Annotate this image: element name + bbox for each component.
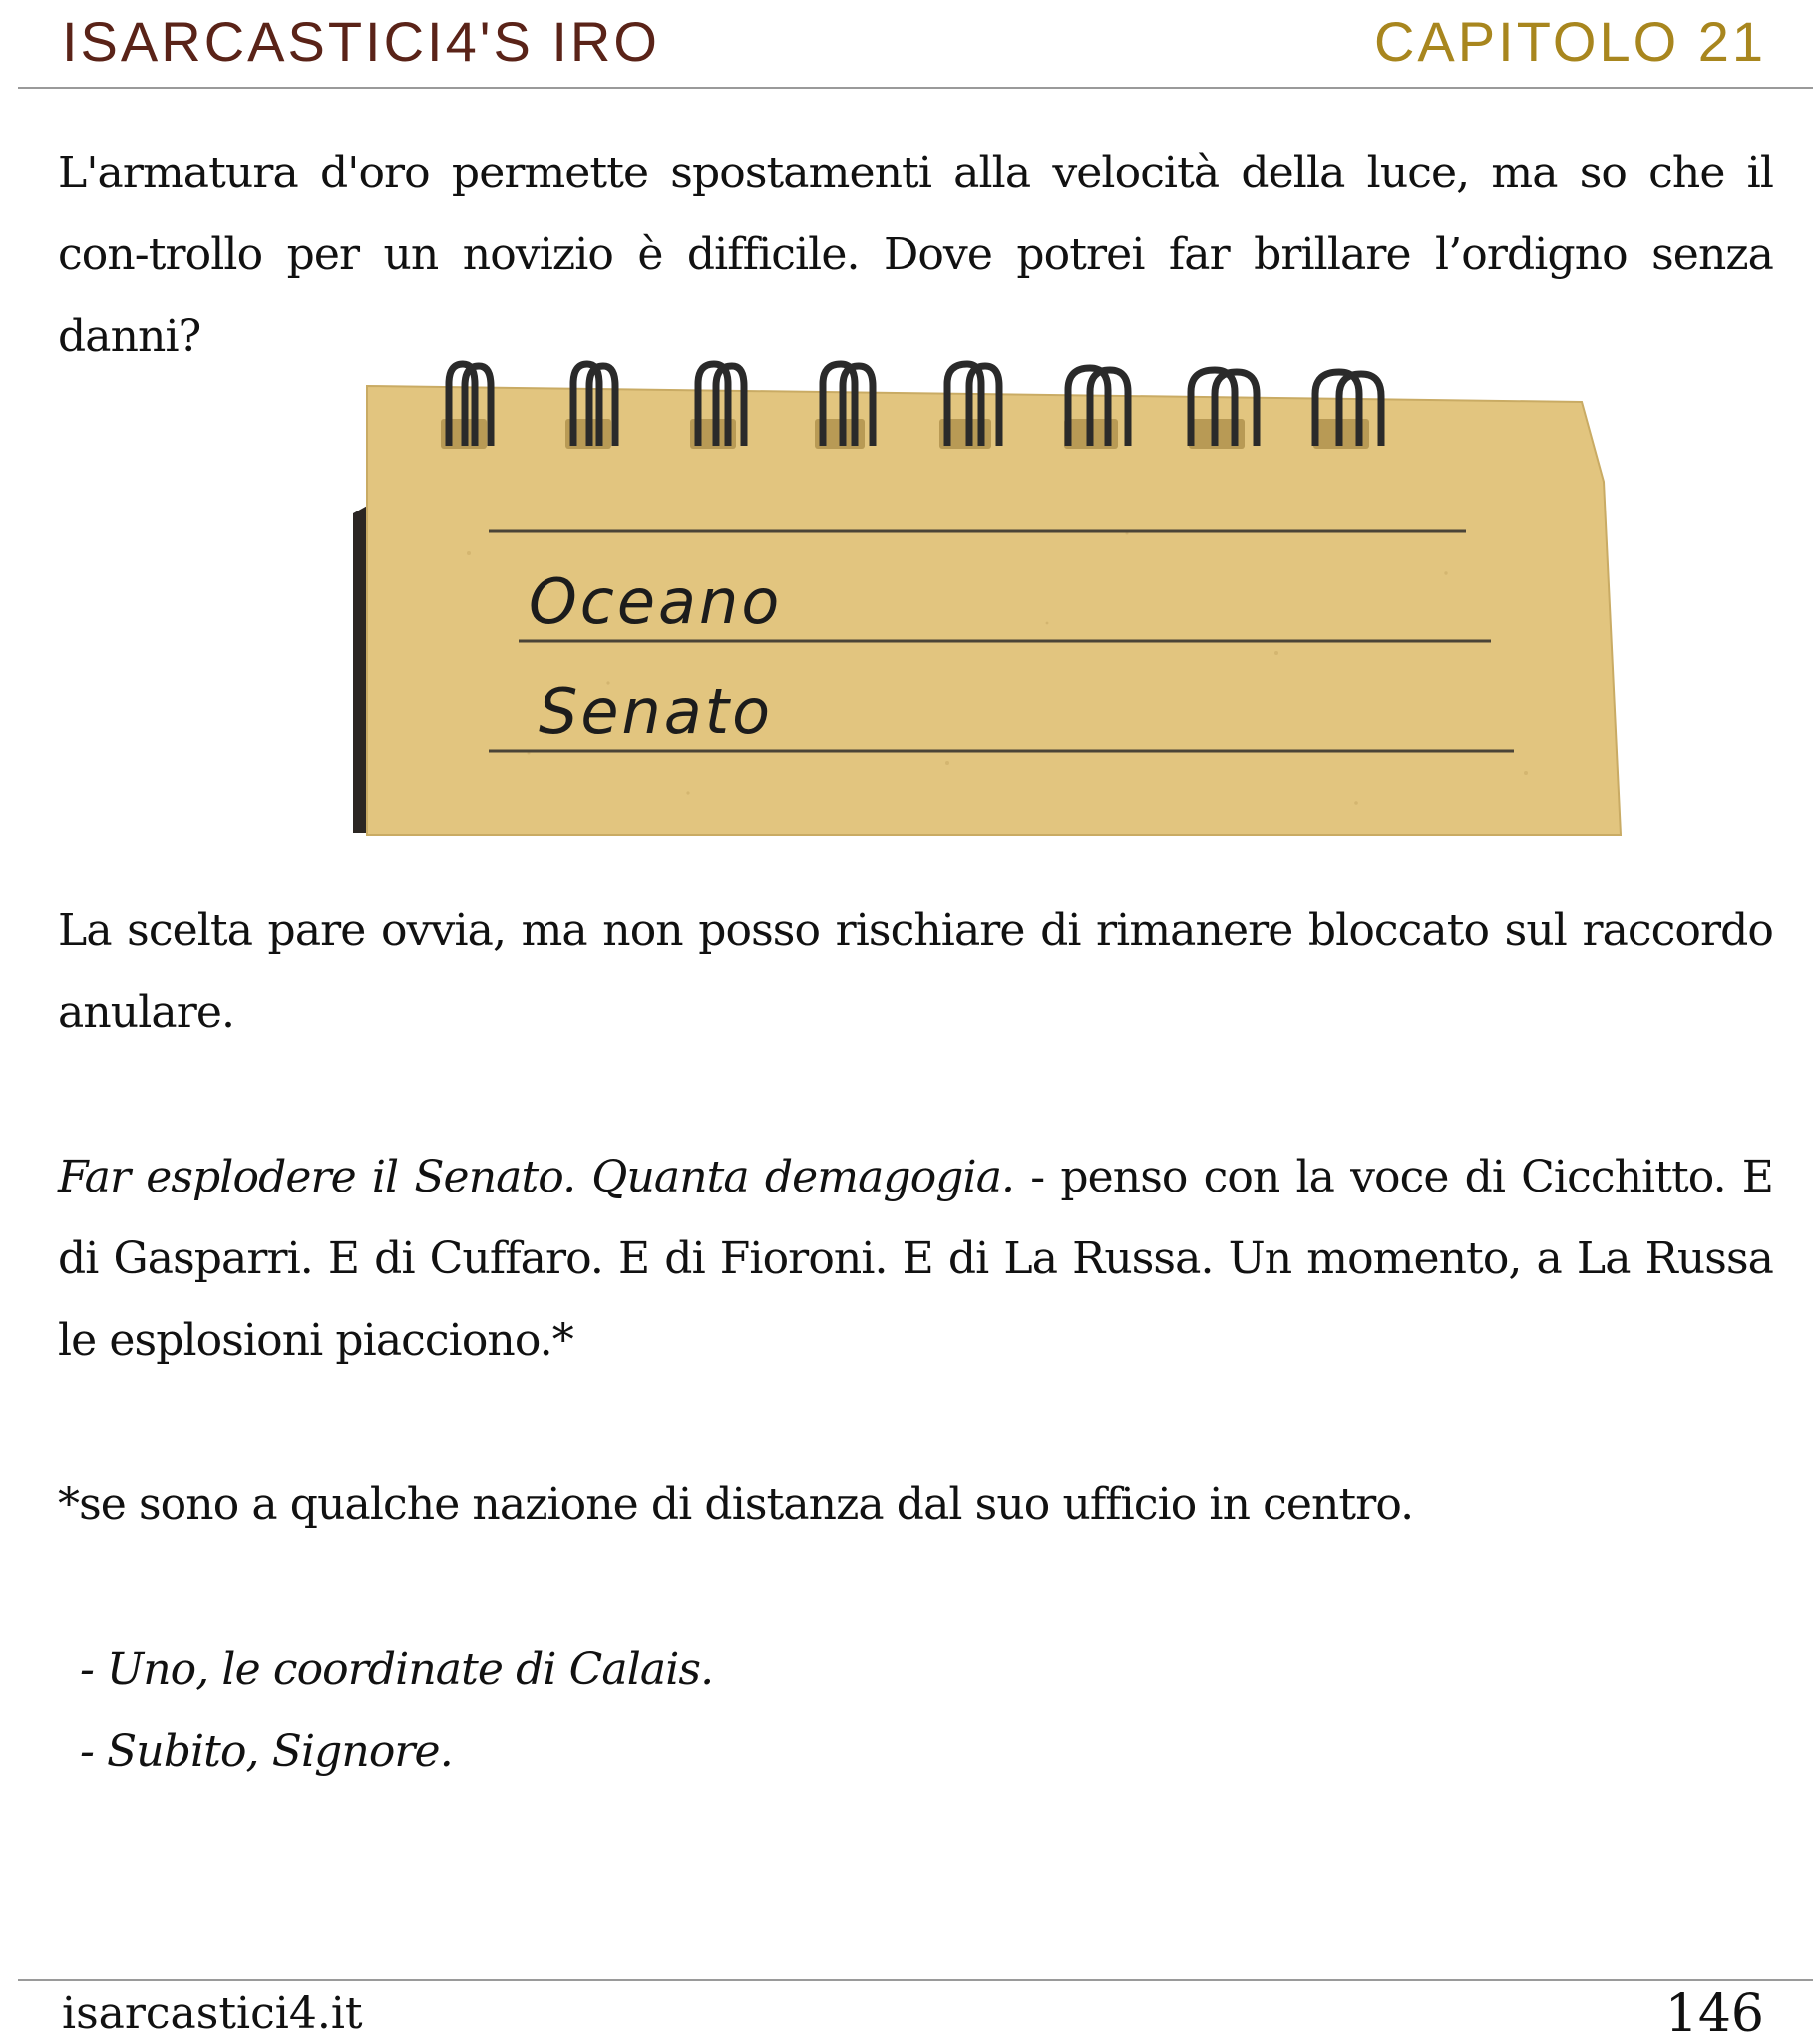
footer-divider [18, 1979, 1813, 1981]
dialog-line-2: - Subito, Signore. [80, 1726, 453, 1777]
paragraph-1: L'armatura d'oro permette spostamenti alla velocità della luce, ma so che il con-trollo per un novizio è difficile. Dove potrei far brillare l’ordigno senza danni? [58, 148, 1773, 362]
paragraph-3-rest: - penso con la voce di Cicchitto. E di Gasparri. E di Cuffaro. E di Fioroni. E di La Russa. Un momento, a La Russa le esplosioni piacciono.* [58, 1152, 1774, 1366]
chapter-label: CAPITOLO 21 [1373, 10, 1766, 73]
notepad-line-oceano: Oceano [529, 565, 783, 638]
dialog-line-1: - Uno, le coordinate di Calais. [80, 1644, 714, 1695]
page-number: 146 [1664, 1984, 1764, 2044]
header-divider [18, 87, 1813, 89]
paragraph-3-italic: Far esplodere il Senato. Quanta demagogia. [58, 1152, 1015, 1202]
footnote: *se sono a qualche nazione di distanza dal suo ufficio in centro. [58, 1479, 1414, 1530]
book-title: ISARCASTICI4'S IRO [62, 10, 660, 73]
paragraph-2: La scelta pare ovvia, ma non posso rischiare di rimanere bloccato sul raccordo anulare. [58, 905, 1773, 1038]
notepad-image [349, 354, 1645, 843]
footer-site: isarcastici4.it [62, 1988, 363, 2039]
notepad-line-senato: Senato [539, 675, 774, 748]
paragraph-3 [58, 1137, 1773, 1382]
